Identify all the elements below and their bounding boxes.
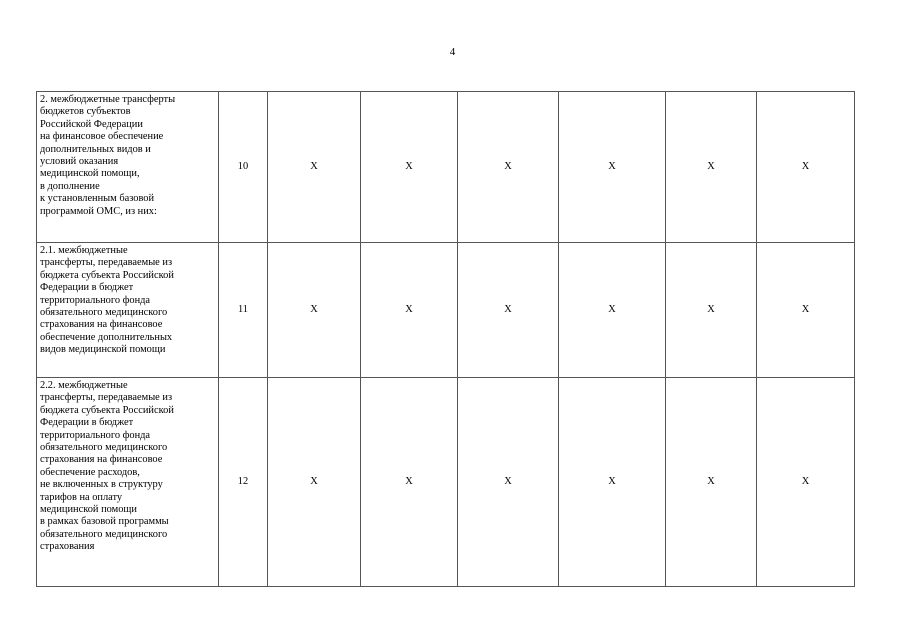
table-row: [37, 378, 855, 587]
row-description: 2. межбюджетные трансферты бюджетов субъектов Российской Федерации на финансовое обеспечение дополнительных видов и условий оказания медицинской помощи, в дополнение к установленным базовой программой ОМС, из них:: [37, 92, 219, 243]
table-cell: X: [458, 243, 559, 378]
table-cell: X: [757, 92, 855, 243]
table-cell: X: [361, 378, 458, 587]
table-cell: X: [559, 92, 666, 243]
row-code: 10: [219, 92, 268, 243]
table-cell: X: [268, 378, 361, 587]
table-cell: X: [757, 243, 855, 378]
table-cell: X: [361, 92, 458, 243]
table-cell: X: [268, 92, 361, 243]
financing-table: [36, 91, 855, 587]
row-code: 11: [219, 243, 268, 378]
page-number: 4: [449, 46, 456, 58]
table-cell: X: [666, 243, 757, 378]
table-cell: X: [757, 378, 855, 587]
table-row: [37, 243, 855, 378]
table-cell: X: [268, 243, 361, 378]
table-cell: X: [666, 92, 757, 243]
row-code: 12: [219, 378, 268, 587]
table-cell: X: [361, 243, 458, 378]
table-row: [37, 92, 855, 243]
table-cell: X: [458, 92, 559, 243]
table-cell: X: [458, 378, 559, 587]
row-description: 2.2. межбюджетные трансферты, передаваемые из бюджета субъекта Российской Федерации в бюджет территориального фонда обязательного медицинского страхования на финансовое обеспечение расходов, не включенных в структуру тарифов на оплату медицинской помощи в рамках базовой программы обязательного медицинского страхования: [37, 378, 219, 587]
table-cell: X: [559, 243, 666, 378]
table-cell: X: [666, 378, 757, 587]
row-description: 2.1. межбюджетные трансферты, передаваемые из бюджета субъекта Российской Федерации в бюджет территориального фонда обязательного медицинского страхования на финансовое обеспечение дополнительных видов медицинской помощи: [37, 243, 219, 378]
table-cell: X: [559, 378, 666, 587]
